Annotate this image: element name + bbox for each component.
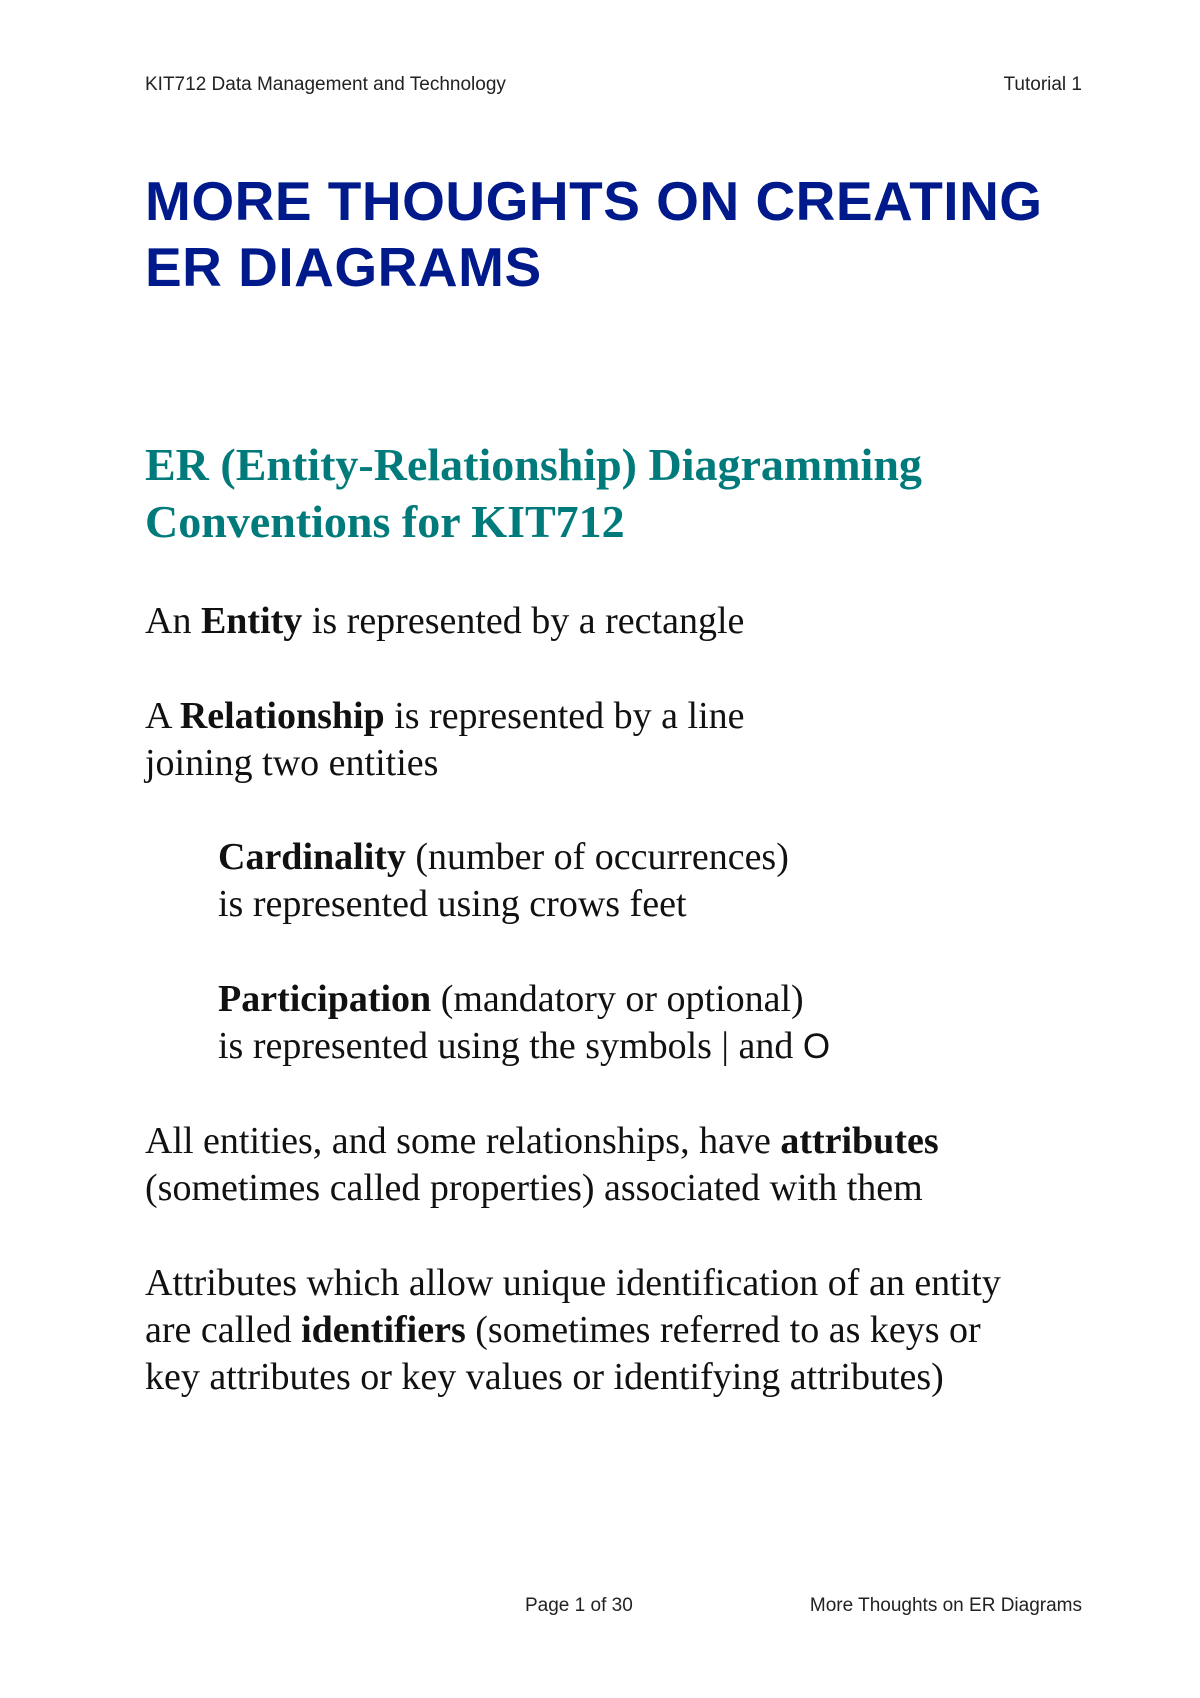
identifiers-line3: key attributes or key values or identifying attributes) bbox=[145, 1356, 944, 1398]
attributes-line2: (sometimes called properties) associated with them bbox=[145, 1167, 923, 1209]
attributes-paragraph bbox=[145, 1118, 1085, 1212]
identifiers-paragraph bbox=[145, 1260, 1085, 1401]
entity-paragraph bbox=[145, 598, 1085, 645]
footer-doc-title: More Thoughts on ER Diagrams bbox=[809, 1595, 1082, 1616]
entity-post: is represented by a rectangle bbox=[302, 600, 745, 642]
main-title-line2: ER DIAGRAMS bbox=[145, 236, 542, 298]
relationship-line2: joining two entities bbox=[145, 742, 439, 784]
entity-term: Entity bbox=[200, 600, 303, 642]
section-title bbox=[145, 436, 1105, 550]
section-title-line1: ER (Entity-Relationship) Diagramming bbox=[145, 439, 922, 490]
main-title-line1: MORE THOUGHTS ON CREATING bbox=[145, 170, 1043, 232]
relationship-pre: A bbox=[145, 695, 180, 737]
optional-circle-symbol: O bbox=[802, 1027, 831, 1066]
identifiers-term: identifiers bbox=[301, 1309, 466, 1351]
participation-post: (mandatory or optional) bbox=[431, 978, 804, 1020]
cardinality-line2: is represented using crows feet bbox=[218, 883, 687, 925]
identifiers-post2: (sometimes referred to as keys or bbox=[465, 1309, 981, 1351]
relationship-paragraph bbox=[145, 693, 1085, 787]
attributes-pre: All entities, and some relationships, have bbox=[145, 1120, 781, 1162]
relationship-post: is represented by a line bbox=[384, 695, 745, 737]
participation-term: Participation bbox=[218, 978, 432, 1020]
identifiers-pre2: are called bbox=[145, 1309, 302, 1351]
cardinality-term: Cardinality bbox=[218, 836, 406, 878]
cardinality-post: (number of occurrences) bbox=[405, 836, 789, 878]
footer-page-number: Page 1 of 30 bbox=[525, 1595, 633, 1616]
main-title bbox=[145, 168, 1105, 300]
entity-pre: An bbox=[145, 600, 201, 642]
participation-paragraph bbox=[218, 976, 1158, 1070]
identifiers-line1: Attributes which allow unique identification of an entity bbox=[145, 1262, 1001, 1304]
section-title-line2: Conventions for KIT712 bbox=[145, 496, 625, 547]
cardinality-paragraph bbox=[218, 834, 1158, 928]
relationship-term: Relationship bbox=[179, 695, 385, 737]
attributes-term: attributes bbox=[780, 1120, 939, 1162]
header-course: KIT712 Data Management and Technology bbox=[145, 74, 506, 95]
participation-line2: is represented using the symbols | and bbox=[218, 1025, 803, 1067]
header-tutorial: Tutorial 1 bbox=[1003, 74, 1082, 95]
